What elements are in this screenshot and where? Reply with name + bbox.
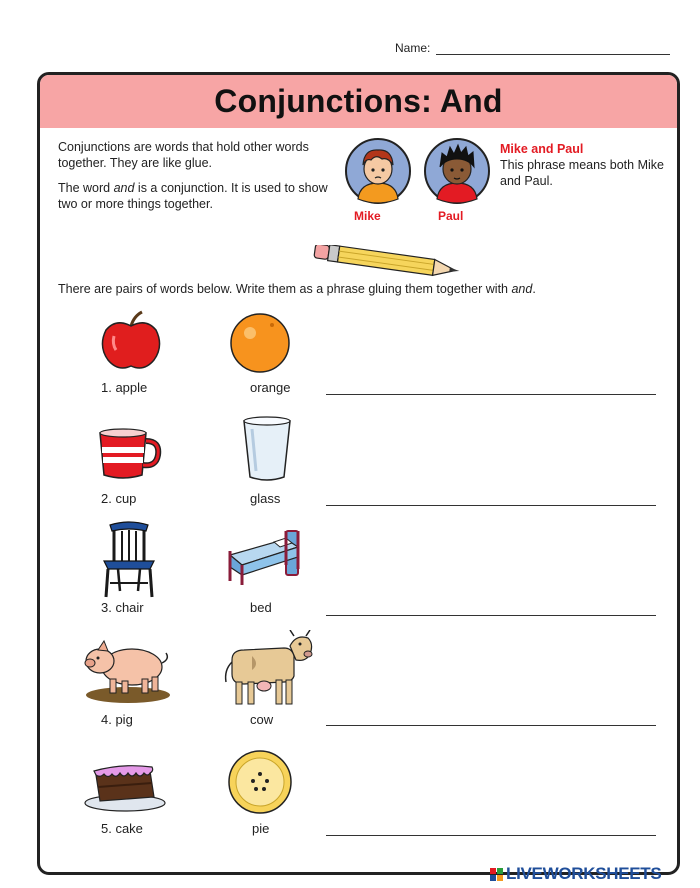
intro-paragraph-2: [58, 180, 348, 212]
paul-label: Paul: [438, 209, 464, 223]
cake-icon: [82, 757, 168, 813]
pencil-icon: [308, 245, 468, 279]
intro-p2-em: and: [113, 181, 135, 195]
pair-3-right: bed: [250, 600, 272, 615]
cow-icon: [222, 630, 314, 710]
bed-icon: [224, 525, 304, 587]
pig-icon: [82, 633, 174, 705]
glass-icon: [236, 415, 298, 485]
answer-line-3[interactable]: [326, 615, 656, 616]
pair-4-right: cow: [250, 712, 274, 727]
instruction-text: [58, 282, 668, 296]
cup-icon: [92, 425, 162, 481]
intro-paragraph-1: Conjunctions are words that hold other words together. They are like glue.: [58, 140, 309, 170]
orange-icon: [228, 311, 292, 375]
mike-label: Mike: [354, 209, 381, 223]
name-label: Name:: [395, 41, 431, 55]
title-bar: [40, 75, 677, 128]
instruction-end: .: [532, 282, 536, 296]
liveworksheets-logo-icon: [490, 868, 503, 881]
pair-5-right: pie: [252, 821, 270, 836]
mike-avatar-icon: [344, 137, 412, 205]
brand-text: LIVEWORKSHEETS: [506, 864, 662, 883]
chair-icon: [100, 521, 158, 599]
liveworksheets-brand: [490, 864, 661, 884]
pair-4-left: 4. pig: [101, 712, 133, 727]
instruction-em: and: [511, 282, 533, 296]
pair-1-right: orange: [250, 380, 291, 395]
pair-5-left: 5. cake: [101, 821, 143, 836]
name-row: [395, 41, 670, 55]
paul-avatar-icon: [423, 137, 491, 205]
phrase-description: This phrase means both Mike and Paul.: [500, 158, 664, 188]
answer-line-2[interactable]: [326, 505, 656, 506]
pie-icon: [226, 748, 294, 816]
intro-p2-end: is a conjunction. It is used to show two or more things together.: [58, 181, 328, 211]
answer-line-5[interactable]: [326, 835, 656, 836]
pair-2-right: glass: [250, 491, 281, 506]
answer-line-1[interactable]: [326, 394, 656, 395]
phrase-example: [500, 141, 670, 189]
pair-1-left: 1. apple: [101, 380, 148, 395]
worksheet: [37, 72, 680, 875]
name-input-line[interactable]: [436, 41, 670, 55]
instruction-main: There are pairs of words below. Write them as a phrase gluing them together with: [58, 282, 512, 296]
apple-icon: [98, 308, 164, 374]
answer-line-4[interactable]: [326, 725, 656, 726]
page-title: Conjunctions: And: [214, 83, 503, 119]
phrase-title: Mike and Paul: [500, 142, 584, 156]
intro-text: [58, 139, 348, 221]
pair-3-left: 3. chair: [101, 600, 144, 615]
intro-p2-start: The word: [58, 181, 114, 195]
pair-2-left: 2. cup: [101, 491, 137, 506]
